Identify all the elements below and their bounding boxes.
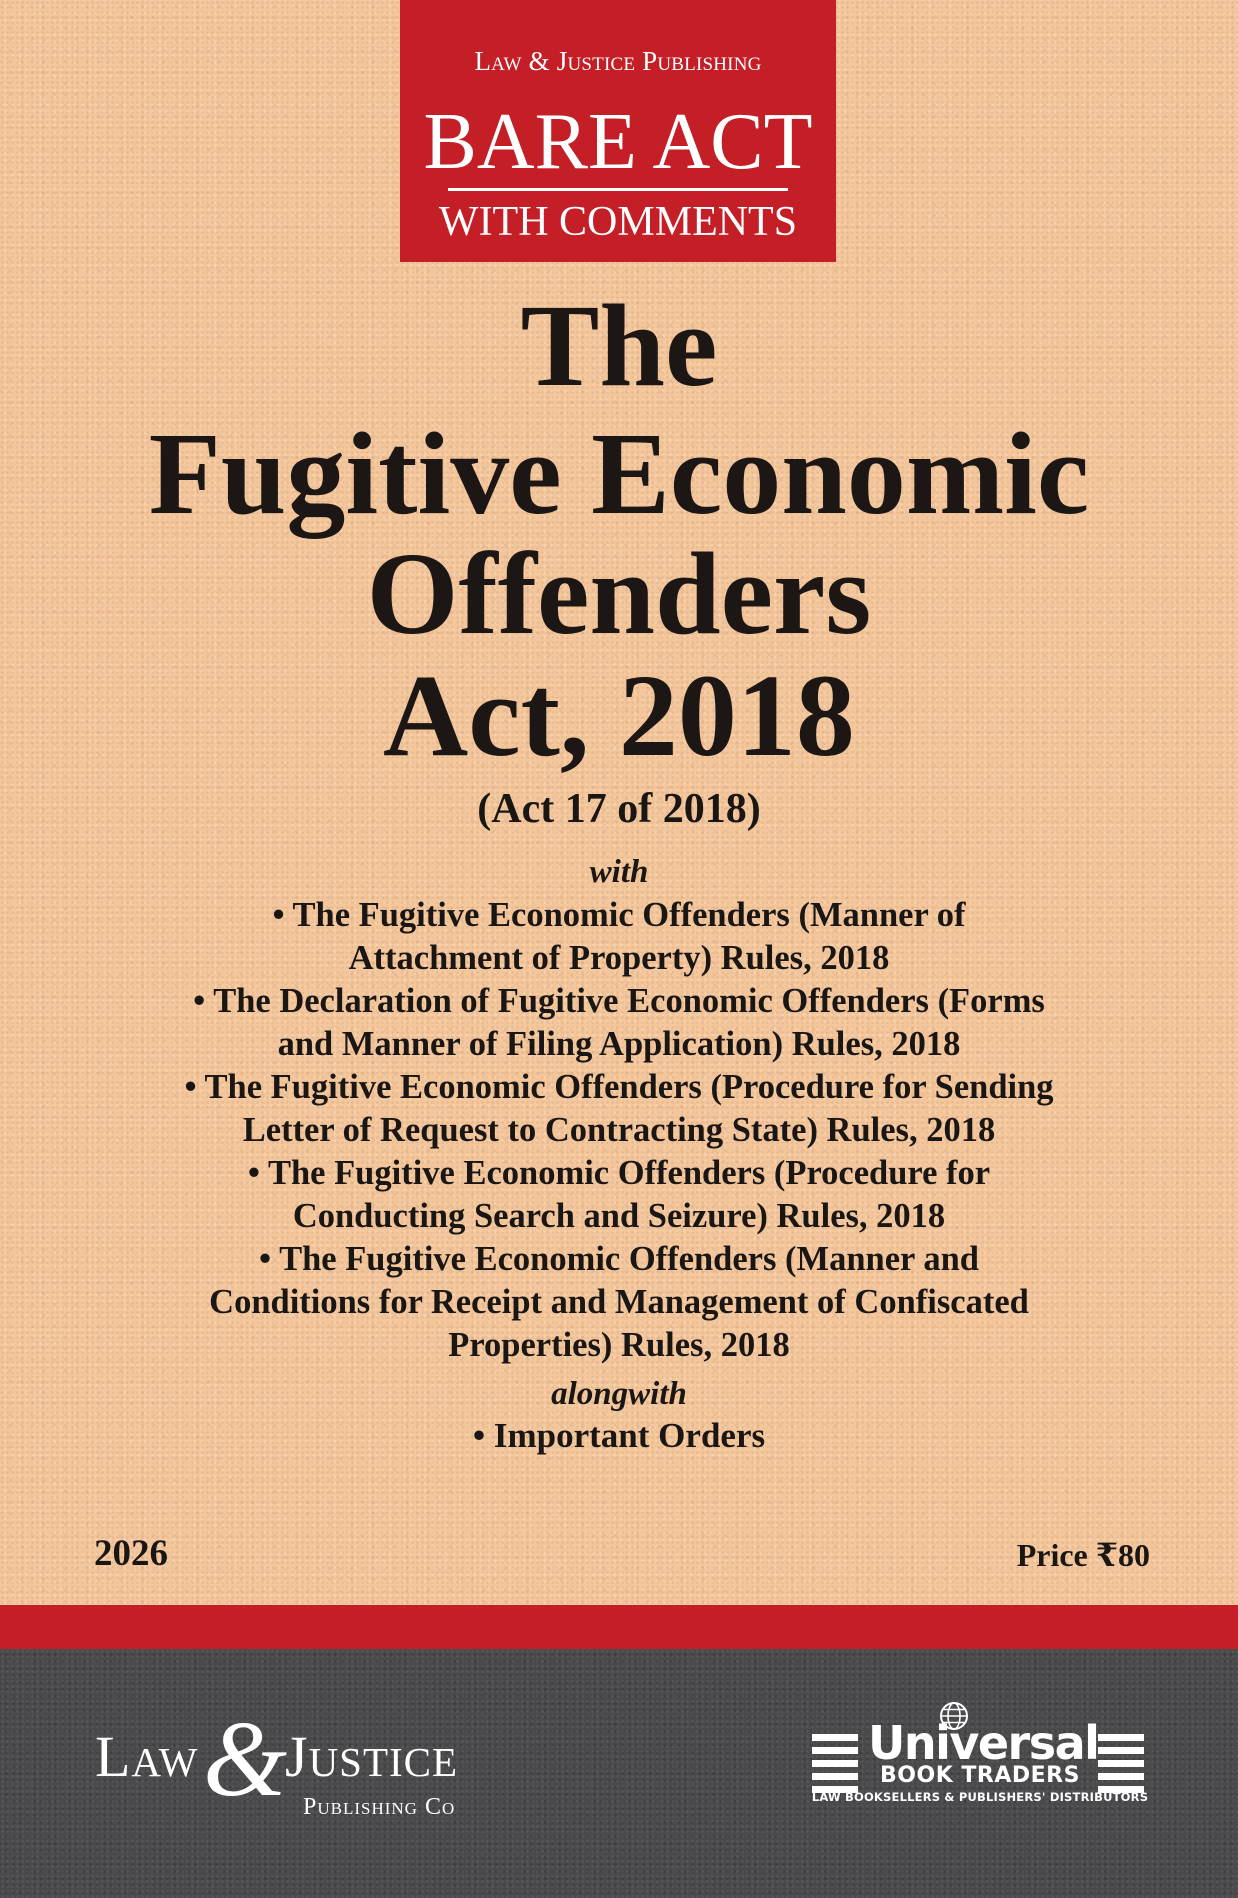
ubt-name: Universal (868, 1716, 1099, 1770)
rules-line: • The Fugitive Economic Offenders (Manner of (272, 896, 966, 934)
bare-act-label: BARE ACT (423, 98, 813, 186)
ubt-book-traders: BOOK TRADERS (880, 1763, 1080, 1788)
rules-line: • The Fugitive Economic Offenders (Procedure for (247, 1154, 991, 1192)
rules-line: and Manner of Filing Application) Rules, 2018 (277, 1025, 961, 1063)
rules-line: Conducting Search and Seizure) Rules, 2018 (292, 1197, 946, 1235)
red-band-divider (0, 1605, 1238, 1649)
alongwith-label: alongwith (551, 1376, 687, 1412)
with-comments-label: WITH COMMENTS (438, 199, 798, 245)
badge-divider (448, 188, 788, 191)
universal-book-traders-logo (810, 1700, 1150, 1810)
publisher-name: Law & Justice Publishing (474, 46, 762, 76)
bare-act-badge (400, 0, 836, 262)
important-orders: • Important Orders (472, 1416, 766, 1455)
rules-line: • The Fugitive Economic Offenders (Manner and (259, 1240, 979, 1278)
included-rules-list (0, 894, 1238, 1367)
rules-line: Conditions for Receipt and Management of Confiscated (209, 1283, 1029, 1321)
logo-ampersand: & (203, 1700, 288, 1819)
title-line-1: The (520, 280, 718, 411)
title-line-3: Offenders (366, 528, 872, 659)
logo-word-law: Law (95, 1724, 199, 1789)
logo-publishing-co: Publishing Co (303, 1794, 456, 1820)
logo-word-justice: Justice (285, 1724, 459, 1789)
rules-line: • The Declaration of Fugitive Economic Offenders (Forms (193, 982, 1045, 1020)
title-line-2: Fugitive Economic (148, 408, 1090, 539)
rules-line: Properties) Rules, 2018 (448, 1326, 790, 1364)
ubt-tagline: LAW BOOKSELLERS & PUBLISHERS' DISTRIBUTORS (811, 1790, 1149, 1804)
rules-line: Letter of Request to Contracting State) Rules, 2018 (242, 1111, 996, 1149)
with-label: with (589, 854, 649, 890)
rules-line: Attachment of Property) Rules, 2018 (348, 939, 890, 977)
act-number: (Act 17 of 2018) (477, 786, 761, 832)
law-and-justice-logo (95, 1700, 495, 1822)
price-label: Price ₹80 (1016, 1537, 1150, 1573)
rules-line: • The Fugitive Economic Offenders (Procedure for Sending (184, 1068, 1054, 1106)
edition-year: 2026 (94, 1533, 168, 1574)
title-line-4: Act, 2018 (383, 650, 855, 781)
